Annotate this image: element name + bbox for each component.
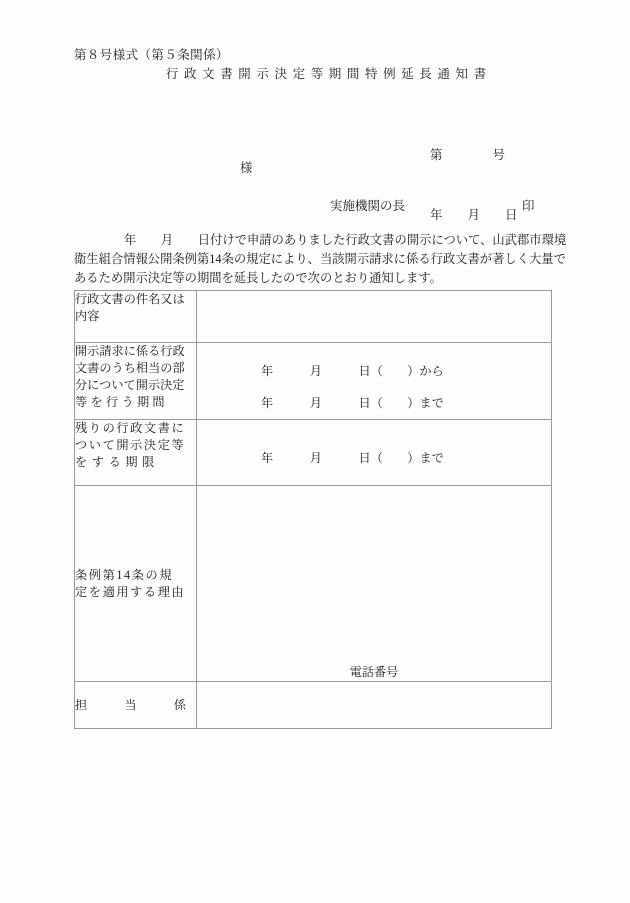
addressee-honorific: 様 [240,161,253,175]
table-row [75,486,552,682]
label-line: ついて開示決定等 [75,438,186,452]
label-line: 行政文書の件名又は [75,292,185,306]
document-date-line: 年 月 日 [430,208,518,222]
document-number-line: 第 号 [430,148,506,162]
row-value-contact[interactable] [197,665,552,729]
form-number: 第８号様式（第５条関係） [74,48,229,62]
document-title: 行政文書開示決定等期間特例延長通知書 [165,67,492,81]
seal-mark: 印 [522,199,535,213]
row-label-deadline [75,420,197,486]
label-line: 文書のうち相当の部 [75,361,185,375]
date-field-group [197,420,551,474]
label-line: 分について開示決定 [75,378,185,392]
label-line: 内容 [75,309,100,323]
table-row [75,682,552,729]
notification-table [74,290,552,729]
label-line: 条例第14条の規 [75,567,174,582]
row-value-deadline[interactable] [197,420,552,486]
label-line: 残りの行政文書に [75,421,186,435]
row-label-reason [75,486,197,682]
table-row [75,291,552,343]
row-value-period[interactable] [197,343,552,420]
table-row [75,420,552,486]
date-to-line[interactable]: 年 月 日（ ）まで [261,396,444,410]
row-value-reason[interactable] [197,486,552,682]
date-to-line[interactable]: 年 月 日（ ）まで [261,451,444,465]
label-line: 等を行う期間 [75,395,168,409]
label-line: 開示請求に係る行政 [75,344,185,358]
phone-number-label: 電話番号 [349,665,399,679]
issuer-name: 実施機関の長 [330,199,406,213]
label-line: をする期限 [75,455,159,469]
date-from-line[interactable]: 年 月 日（ ）から [261,364,444,378]
row-value-subject[interactable] [197,291,552,343]
date-field-group [197,343,551,419]
label-line: 担 当 係 [75,697,199,712]
row-label-period [75,343,197,420]
row-label-contact [75,682,197,729]
body-line-1: 年 月 日付けで申請のありました行政文書の開示について、山武郡市環境 [124,233,567,247]
body-line-2: 衛生組合情報公開条例第14条の規定により、当該開示請求に係る行政文書が著しく大量で [74,252,566,266]
table-row [75,343,552,420]
label-line: 定を適用する理由 [75,584,186,599]
row-label-subject [75,291,197,343]
body-line-3: あるため開示決定等の期間を延長したので次のとおり通知します。 [74,271,442,285]
body-paragraph [74,231,567,288]
